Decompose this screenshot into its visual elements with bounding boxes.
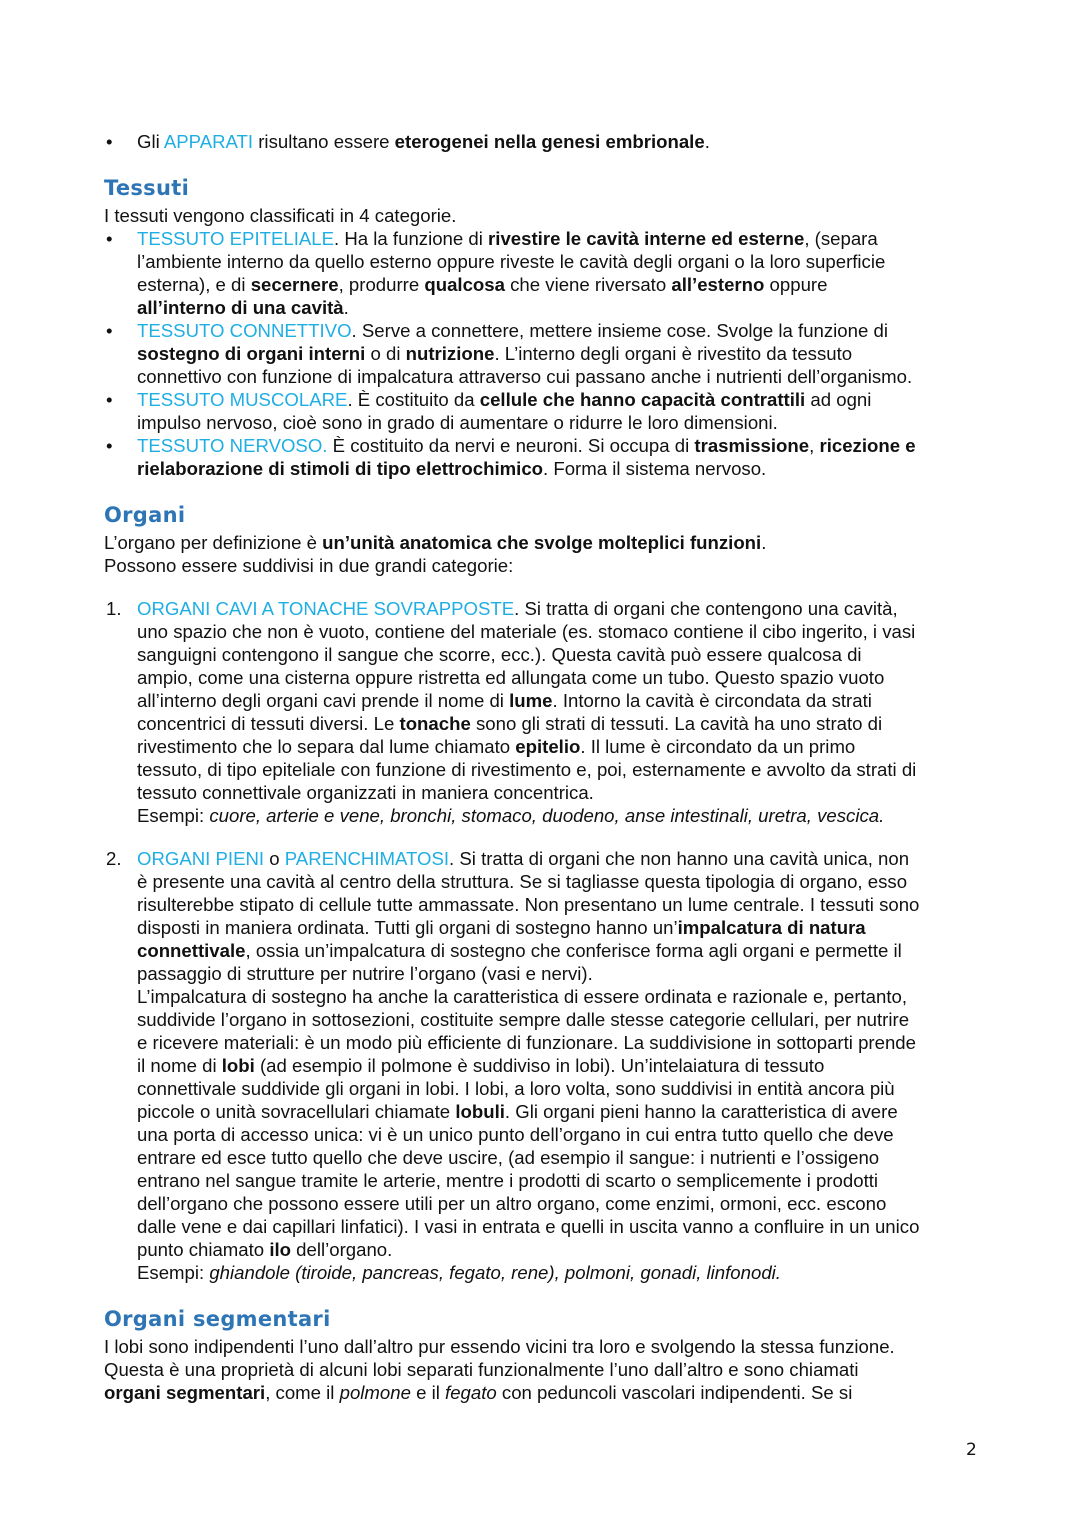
text-line [104,870,1004,893]
bold-text: un’unità anatomica che svolge molteplici funzioni [322,532,762,553]
text-run: . Forma il sistema nervoso. [543,458,767,479]
text-line [104,1335,1004,1358]
text-run: entrare ed esce tutto quello che deve uscire, (ad esempio il sangue: i nutrienti e l’ossigeno [137,1147,880,1168]
text-run: Possono essere suddivisi in due grandi categorie: [104,555,514,576]
text-line [104,916,1004,939]
text-line [104,554,1004,577]
text-run: suddivide l’organo in sottosezioni, costituite sempre dalle stesse categorie cellulari, per nutrire [137,1009,910,1030]
numbered-item [104,847,1004,1284]
text-run: passaggio di strutture per nutrire l’organo (vasi e nervi). [137,963,593,984]
text-run: concentrici di tessuti diversi. Le [137,713,400,734]
text-run: connettivo con funzione di impalcatura attraverso cui passano anche i nutrienti dell’organismo. [137,366,913,387]
text-run: sono gli strati di tessuti. La cavità ha uno strato di [470,713,883,734]
page-number: 2 [966,1440,977,1460]
numbered-item [104,597,1004,827]
text-run: . Serve a connettere, mettere insieme cose. Svolge la funzione di [351,320,888,341]
text-line [104,204,1004,227]
bold-text: rivestire le cavità interne ed esterne [488,228,805,249]
text-line [104,250,1004,273]
text-line [104,457,1004,480]
text-line [104,1381,1004,1404]
text-run: . Si tratta di organi che non hanno una cavità unica, non [449,848,910,869]
italic-text: polmone [339,1382,411,1403]
highlighted-term: TESSUTO MUSCOLARE [137,389,348,410]
text-line [104,365,1004,388]
bullet-item [104,319,1004,388]
text-run: sanguigni contengono il sangue che scorre, ecc.). Questa cavità può essere qualcosa di [137,644,862,665]
text-run: e il [410,1382,446,1403]
text-run: punto chiamato [137,1239,270,1260]
highlighted-term: ORGANI PIENI [137,848,265,869]
text-run: dalle vene e dai capillari linfatici). I vasi in entrata e quelli in uscita vanno a confluire in un unico [137,1216,920,1237]
text-run: oppure [764,274,828,295]
text-run: uno spazio che non è vuoto, contiene del materiale (es. stomaco contiene il cibo ingerito, i vasi [137,621,916,642]
text-run: il nome di [137,1055,222,1076]
text-line [104,597,1004,620]
text-line [104,1031,1004,1054]
text-run: piccole o unità sovracellulari chiamate [137,1101,456,1122]
document-body [104,130,1004,1404]
text-line [104,758,1004,781]
text-run: . [343,297,349,318]
text-line [104,985,1004,1008]
text-run: o di [365,343,406,364]
text-line [104,804,1004,827]
bold-text: secernere [250,274,339,295]
bold-text: lume [509,690,553,711]
text-run: rivestimento che lo separa dal lume chiamato [137,736,516,757]
text-run: che viene riversato [504,274,672,295]
text-line [104,962,1004,985]
bold-text: qualcosa [424,274,505,295]
bold-text: all’esterno [671,274,765,295]
text-line [104,620,1004,643]
text-line [104,227,1004,250]
bold-text: trasmissione [694,435,810,456]
text-run: l’ambiente interno da quello esterno oppure riveste le cavità degli organi o la loro superficie [137,251,886,272]
paragraph [104,204,1004,227]
section-heading: Organi segmentari [104,1307,331,1331]
bold-text: tonache [399,713,471,734]
text-run: all’interno degli organi cavi prende il nome di [137,690,510,711]
text-run: tessuto, di tipo epiteliale con funzione di rivestimento e, poi, esternamente e avvolto da strati di [137,759,917,780]
text-run: entrano nel sangue tramite le arterie, mentre i prodotti di scarto o semplicemente i prodotti [137,1170,879,1191]
highlighted-term: TESSUTO EPITELIALE [137,228,335,249]
text-run: , (separa [804,228,878,249]
bullet-marker: • [106,389,113,410]
bullet-item [104,434,1004,480]
bold-text: ilo [269,1239,292,1260]
text-line [104,296,1004,319]
text-line [104,893,1004,916]
bold-text: rielaborazione di stimoli di tipo elettrochimico [137,458,544,479]
bullet-marker: • [106,228,113,249]
bold-text: lobi [221,1055,255,1076]
text-line [104,1123,1004,1146]
italic-text: fegato [445,1382,497,1403]
text-run: o [264,848,285,869]
text-run: tessuto connettivale organizzati in maniera concentrica. [137,782,594,803]
section-heading: Organi [104,503,186,527]
text-run: . Si tratta di organi che contengono una cavità, [514,598,898,619]
italic-text: cuore, arterie e vene, bronchi, stomaco, duodeno, anse intestinali, uretra, vescica. [209,805,885,826]
text-run: . [704,131,710,152]
text-run: . È costituito da [347,389,480,410]
bold-text: nutrizione [405,343,495,364]
text-run: Esempi: [137,1262,210,1283]
text-line [104,1169,1004,1192]
text-line [104,319,1004,342]
text-run: risultano essere [253,131,395,152]
text-run: L’organo per definizione è [104,532,323,553]
text-line [104,1077,1004,1100]
spacer [104,827,1004,847]
italic-text: ghiandole (tiroide, pancreas, fegato, rene), polmoni, gonadi, linfonodi. [209,1262,781,1283]
text-line [104,434,1004,457]
text-line [104,1358,1004,1381]
highlighted-term: TESSUTO NERVOSO. [137,435,328,456]
text-line [104,643,1004,666]
bullet-marker: • [106,435,113,456]
text-run: è presente una cavità al centro della struttura. Se si tagliasse questa tipologia di organo, esso [137,871,908,892]
text-run: Gli [137,131,164,152]
bullet-item [104,227,1004,319]
text-run: . Ha la funzione di [334,228,489,249]
paragraph [104,531,1004,577]
text-run: . Il lume è circondato da un primo [580,736,856,757]
text-line [104,939,1004,962]
text-line [104,531,1004,554]
text-line [104,781,1004,804]
text-line [104,1146,1004,1169]
text-run: . Gli organi pieni hanno la caratteristica di avere [504,1101,898,1122]
spacer [104,577,1004,597]
text-run: I tessuti vengono classificati in 4 categorie. [104,205,457,226]
text-run: connettivale suddivide gli organi in lobi. I lobi, a loro volta, sono suddivisi in entità ancora più [137,1078,895,1099]
text-run: una porta di accesso unica: vi è un unico punto dell’organo in cui entra tutto quello che deve [137,1124,894,1145]
text-run: e ricevere materiali: è un modo più efficiente di funzionare. La suddivisione in sottoparti prende [137,1032,916,1053]
bold-text: impalcatura di natura [677,917,866,938]
text-run: . [761,532,767,553]
bold-text: ricezione e [819,435,916,456]
text-line [104,1192,1004,1215]
text-run: esterna), e di [137,274,251,295]
text-run: È costituito da nervi e neuroni. Si occupa di [327,435,695,456]
text-run: dell’organo che possono essere utili per un altro organo, come enzimi, ormoni, ecc. escono [137,1193,887,1214]
bold-text: eterogenei nella genesi embrionale [394,131,705,152]
text-line [104,388,1004,411]
text-run: Questa è una proprietà di alcuni lobi separati funzionalmente l’uno dall’altro e sono chiamati [104,1359,859,1380]
bold-text: sostegno di organi interni [137,343,366,364]
text-line [104,712,1004,735]
text-line [104,130,1004,153]
bold-text: epitelio [515,736,581,757]
text-line [104,411,1004,434]
text-line [104,847,1004,870]
text-line [104,1215,1004,1238]
highlighted-term: ORGANI CAVI A TONACHE SOVRAPPOSTE [137,598,515,619]
text-run: con peduncoli vascolari indipendenti. Se si [496,1382,853,1403]
text-run: , [809,435,820,456]
text-line [104,735,1004,758]
bullet-marker: • [106,131,113,152]
text-run: ampio, come una cisterna oppure ristretta ed allungata come un tubo. Questo spazio vuoto [137,667,885,688]
text-line [104,689,1004,712]
bold-text: cellule che hanno capacità contrattili [479,389,806,410]
text-run: , produrre [338,274,425,295]
bold-text: lobuli [455,1101,505,1122]
text-run: impulso nervoso, cioè sono in grado di aumentare o ridurre le loro dimensioni. [137,412,778,433]
text-run: (ad esempio il polmone è suddiviso in lobi). Un’intelaiatura di tessuto [254,1055,825,1076]
text-run: , come il [265,1382,340,1403]
bullet-marker: • [106,320,113,341]
highlighted-term: PARENCHIMATOSI [284,848,450,869]
paragraph [104,1335,1004,1404]
text-line [104,1100,1004,1123]
text-run: disposti in maniera ordinata. Tutti gli organi di sostegno hanno un’ [137,917,678,938]
text-line [104,273,1004,296]
bold-text: all’interno di una cavità [137,297,344,318]
text-line [104,1238,1004,1261]
text-run: I lobi sono indipendenti l’uno dall’altro pur essendo vicini tra loro e svolgendo la stessa funzione. [104,1336,895,1357]
list-number: 2. [106,848,122,869]
text-line [104,1261,1004,1284]
highlighted-term: APPARATI [163,131,254,152]
highlighted-term: TESSUTO CONNETTIVO [137,320,352,341]
text-run: Esempi: [137,805,210,826]
text-line [104,666,1004,689]
text-run: ad ogni [805,389,872,410]
bold-text: connettivale [137,940,246,961]
text-line [104,342,1004,365]
bold-text: organi segmentari [104,1382,266,1403]
text-line [104,1054,1004,1077]
text-run: L’impalcatura di sostegno ha anche la caratteristica di essere ordinata e razionale e, pertanto, [137,986,908,1007]
list-number: 1. [106,598,122,619]
text-run: dell’organo. [291,1239,393,1260]
text-run: risulterebbe stipato di cellule tutte ammassate. Non presentano un lume centrale. I tessuti sono [137,894,920,915]
text-run: . Intorno la cavità è circondata da strati [552,690,872,711]
text-run: , ossia un’impalcatura di sostegno che conferisce forma agli organi e permette il [245,940,902,961]
text-run: . L’interno degli organi è rivestito da tessuto [494,343,853,364]
section-heading: Tessuti [104,176,190,200]
bullet-item [104,388,1004,434]
bullet-item [104,130,1004,153]
text-line [104,1008,1004,1031]
